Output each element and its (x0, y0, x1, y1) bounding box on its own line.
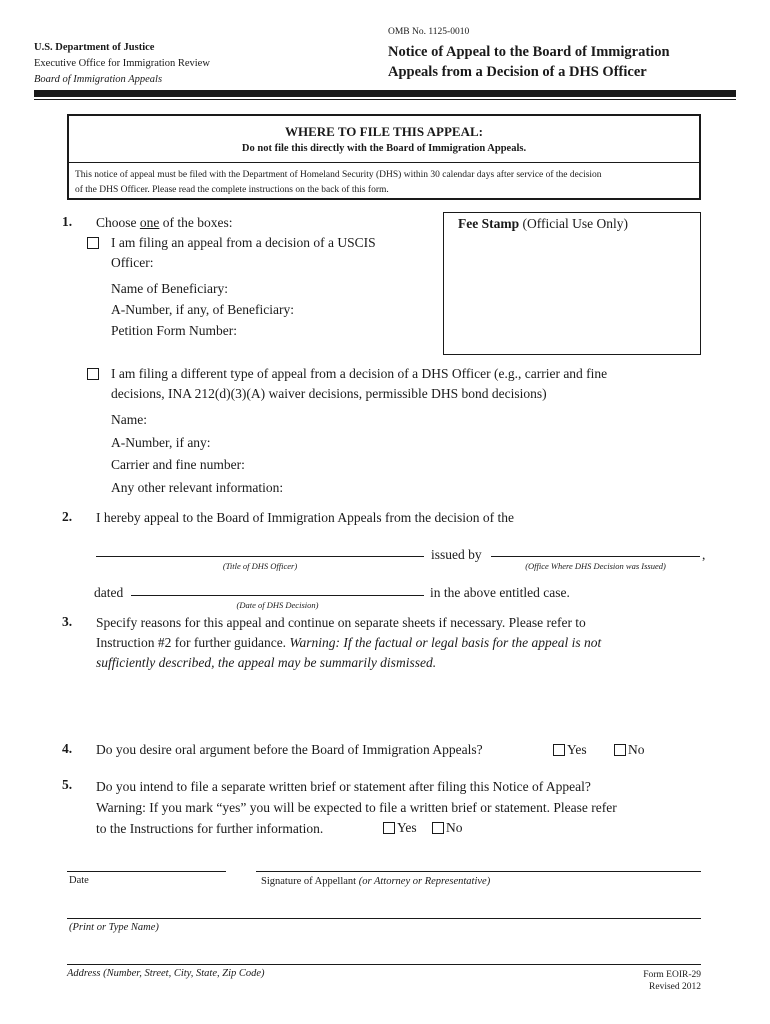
fee-stamp-label (458, 216, 628, 232)
beneficiary-name-field[interactable]: Name of Beneficiary: (111, 281, 228, 296)
print-name-label: (Print or Type Name) (69, 922, 159, 933)
appeal-reasons-area[interactable] (96, 676, 700, 732)
written-brief-yes-checkbox[interactable] (383, 822, 395, 834)
q3-line2-pre: Instruction #2 for further guidance. (96, 635, 290, 650)
uscis-appeal-option-line2: Officer: (111, 255, 154, 270)
where-to-file-body-line1: This notice of appeal must be filed with the Department of Homeland Security (DHS) within 30 calendar days after service of the decision (75, 170, 602, 180)
header-rule-thick (34, 90, 736, 97)
form-number: Form EOIR-29 (643, 970, 701, 980)
q3-number: 3. (62, 614, 73, 629)
q3-line3: sufficiently described, the appeal may be summarily dismissed. (96, 655, 437, 670)
uscis-fields (111, 278, 294, 341)
a-number-field[interactable]: A-Number, if any: (111, 434, 211, 450)
other-appeal-option-line2: decisions, INA 212(d)(3)(A) waiver decisions, permissible DHS bond decisions) (111, 386, 547, 401)
beneficiary-a-number-field[interactable]: A-Number, if any, of Beneficiary: (111, 302, 295, 317)
q4-number: 4. (62, 741, 73, 756)
q2-number: 2. (62, 509, 73, 524)
oral-argument-no-checkbox[interactable] (614, 744, 626, 756)
q1-prompt (96, 213, 233, 233)
uscis-appeal-option-line1: I am filing an appeal from a decision of a USCIS (111, 235, 376, 250)
signature-label-main: Signature of Appellant (261, 876, 359, 887)
where-to-file-divider (69, 162, 699, 163)
form-title (388, 42, 670, 82)
officer-title-caption: (Title of DHS Officer) (222, 561, 298, 571)
form-title-line1: Notice of Appeal to the Board of Immigration (388, 44, 670, 60)
office-issued-line[interactable] (491, 556, 700, 557)
issued-by-label: issued by (431, 547, 482, 562)
q3-line2 (96, 633, 601, 653)
q5-number: 5. (62, 777, 73, 792)
where-to-file-body (75, 168, 693, 198)
board-name: Board of Immigration Appeals (34, 74, 163, 85)
other-appeal-fields (111, 409, 283, 499)
uscis-appeal-checkbox[interactable] (87, 237, 99, 249)
date-line[interactable] (67, 871, 226, 872)
address-label: Address (Number, Street, City, State, Zip Code) (67, 968, 265, 979)
where-to-file-heading: WHERE TO FILE THIS APPEAL: (285, 124, 483, 139)
q5-text (96, 776, 617, 839)
q2-text: I hereby appeal to the Board of Immigration Appeals from the decision of the (96, 510, 514, 525)
q5-line1: Do you intend to file a separate written brief or statement after filing this Notice of Appeal? (96, 779, 591, 794)
other-appeal-option-line1: I am filing a different type of appeal from a decision of a DHS Officer (e.g., carrier and fine (111, 366, 608, 381)
written-brief-no-checkbox[interactable] (432, 822, 444, 834)
other-appeal-checkbox[interactable] (87, 368, 99, 380)
petition-form-number-field[interactable]: Petition Form Number: (111, 323, 237, 338)
header-rule-thin (34, 99, 736, 100)
decision-date-caption: (Date of DHS Decision) (236, 600, 319, 610)
signature-label (261, 876, 490, 887)
fee-stamp-title: Fee Stamp (458, 216, 520, 231)
q4-text: Do you desire oral argument before the Board of Immigration Appeals? (96, 742, 483, 757)
officer-title-line[interactable] (96, 556, 424, 557)
where-to-file-body-line2: of the DHS Officer. Please read the complete instructions on the back of this form. (75, 185, 389, 195)
q5-line2: Warning: If you mark “yes” you will be expected to file a written brief or statement. Please refer (96, 800, 617, 815)
q3-text (96, 613, 601, 673)
address-line[interactable] (67, 964, 701, 965)
written-brief-no-label: No (446, 820, 463, 835)
written-brief-yes-label: Yes (397, 820, 417, 835)
q3-line1: Specify reasons for this appeal and continue on separate sheets if necessary. Please refer to (96, 615, 586, 630)
other-information-field[interactable]: Any other relevant information: (111, 479, 284, 495)
date-label: Date (69, 875, 89, 886)
q5-line3: to the Instructions for further information. (96, 821, 324, 836)
dated-label: dated (94, 585, 124, 600)
q1-number: 1. (62, 214, 73, 229)
oral-argument-yes-label: Yes (567, 742, 587, 757)
signature-label-emph: (or Attorney or Representative) (358, 876, 491, 887)
q1-prompt-post: of the boxes: (159, 215, 233, 230)
oral-argument-no-label: No (628, 742, 645, 757)
oral-argument-yes-checkbox[interactable] (553, 744, 565, 756)
office-issued-caption: (Office Where DHS Decision was Issued) (525, 561, 666, 571)
where-to-file-box (67, 114, 701, 200)
entitled-case-label: in the above entitled case. (430, 585, 570, 600)
form-revision: Revised 2012 (649, 982, 701, 992)
form-footer (560, 969, 701, 993)
carrier-fine-number-field[interactable]: Carrier and fine number: (111, 457, 245, 472)
signature-line[interactable] (256, 871, 701, 872)
q1-prompt-emph: one (139, 215, 160, 230)
decision-date-line[interactable] (131, 595, 424, 596)
fee-stamp-note: (Official Use Only) (519, 216, 628, 231)
fee-stamp-box (443, 212, 701, 355)
agency-name: U.S. Department of Justice (34, 42, 155, 53)
agency-header (34, 40, 210, 88)
form-title-line2: Appeals from a Decision of a DHS Officer (388, 64, 647, 80)
name-field[interactable]: Name: (111, 412, 147, 427)
q3-warning: Warning: If the factual or legal basis for the appeal is not (289, 635, 602, 650)
uscis-appeal-option (111, 233, 376, 273)
office-name: Executive Office for Immigration Review (34, 58, 210, 69)
print-name-line[interactable] (67, 918, 701, 919)
q1-prompt-pre: Choose (96, 215, 140, 230)
where-to-file-subheading: Do not file this directly with the Board of Immigration Appeals. (241, 143, 527, 154)
other-appeal-option (111, 364, 607, 404)
omb-number: OMB No. 1125-0010 (388, 27, 470, 37)
issued-by-comma: , (702, 547, 706, 562)
